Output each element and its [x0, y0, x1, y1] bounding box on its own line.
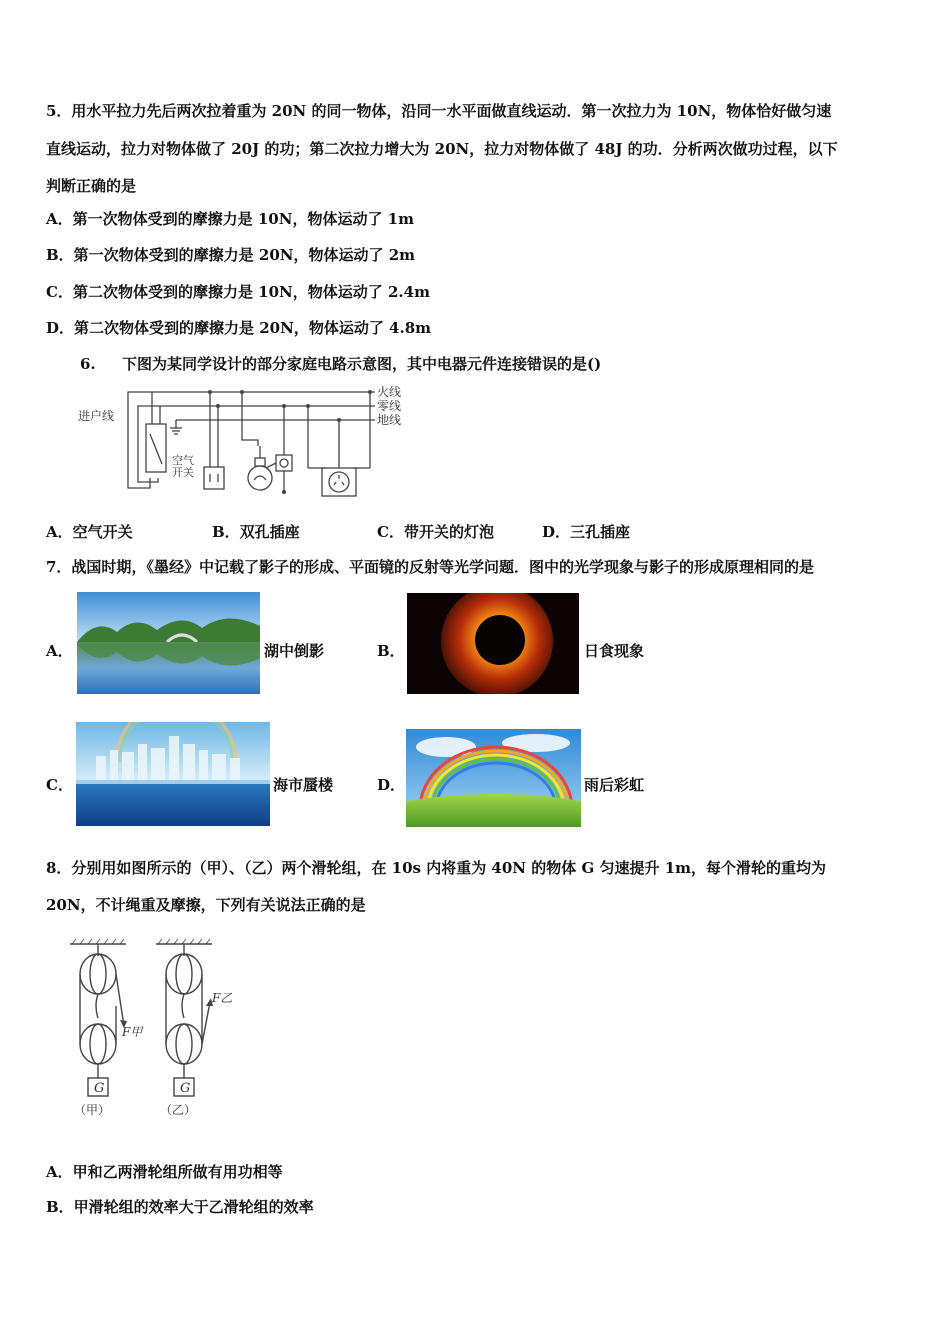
q6-number: 6.	[80, 355, 96, 373]
q5-stem-line-2: 直线运动，拉力对物体做了 20J 的功；第二次拉力增大为 20N，拉力对物体做了 48J 的功．分析两次做功过程，以下	[46, 140, 838, 158]
load-g-yi: G	[180, 1081, 191, 1096]
q6-option-a[interactable]: A．空气开关	[46, 523, 133, 541]
entry-line-label: 进户线	[78, 409, 115, 423]
solar-eclipse-image[interactable]	[407, 593, 579, 694]
q8-stem-line-2: 20N，不计绳重及摩擦，下列有关说法正确的是	[46, 896, 366, 914]
q7-option-d-caption: 雨后彩虹	[584, 776, 645, 794]
q5-option-a[interactable]: A．第一次物体受到的摩擦力是 10N，物体运动了 1m	[46, 210, 414, 228]
rainbow-image[interactable]	[406, 729, 581, 827]
mirage-image[interactable]	[76, 722, 270, 826]
q8-stem-line-1: 8．分别用如图所示的（甲）、（乙）两个滑轮组，在 10s 内将重为 40N 的物体 G 匀速提升 1m，每个滑轮的重均为	[46, 859, 827, 877]
air-switch-label-1: 空气	[172, 454, 194, 467]
household-circuit-diagram	[70, 382, 420, 504]
force-f-yi-label: F乙	[212, 991, 233, 1005]
q5-option-b[interactable]: B．第一次物体受到的摩擦力是 20N，物体运动了 2m	[46, 246, 416, 264]
ground-wire-label: 地线	[377, 413, 402, 427]
q6-option-d[interactable]: D．三孔插座	[542, 523, 631, 541]
q5-stem-line-1: 5．用水平拉力先后两次拉着重为 20N 的同一物体，沿同一水平面做直线运动．第一次拉力为 10N，物体恰好做匀速	[46, 102, 832, 120]
q6-stem: 下图为某同学设计的部分家庭电路示意图，其中电器元件连接错误的是()	[122, 355, 602, 373]
force-f-jia-label: F甲	[122, 1025, 143, 1039]
q7-option-b-caption: 日食现象	[584, 642, 645, 660]
q7-option-b-letter[interactable]: B．	[377, 642, 405, 660]
live-wire-label: 火线	[377, 385, 402, 399]
q6-option-c[interactable]: C．带开关的灯泡	[377, 523, 494, 541]
q7-option-c-caption: 海市蜃楼	[273, 776, 334, 794]
q7-option-d-letter[interactable]: D．	[377, 776, 406, 794]
pulley-jia-label: （甲）	[74, 1103, 111, 1117]
neutral-wire-label: 零线	[377, 399, 402, 413]
q8-option-b[interactable]: B．甲滑轮组的效率大于乙滑轮组的效率	[46, 1198, 314, 1216]
pulley-yi-label: （乙）	[160, 1103, 197, 1117]
lake-reflection-image[interactable]	[77, 592, 260, 694]
q7-option-a-caption: 湖中倒影	[264, 642, 325, 660]
q5-option-d[interactable]: D．第二次物体受到的摩擦力是 20N，物体运动了 4.8m	[46, 319, 432, 337]
load-g-jia: G	[94, 1081, 105, 1096]
q7-option-c-letter[interactable]: C．	[46, 776, 73, 794]
q5-option-c[interactable]: C．第二次物体受到的摩擦力是 10N，物体运动了 2.4m	[46, 283, 430, 301]
q5-stem-line-3: 判断正确的是	[46, 177, 137, 195]
air-switch-label-2: 开关	[172, 466, 194, 479]
q8-option-a[interactable]: A．甲和乙两滑轮组所做有用功相等	[46, 1163, 283, 1181]
q6-option-b[interactable]: B．双孔插座	[212, 523, 300, 541]
q7-stem: 7．战国时期，《墨经》中记载了影子的形成、平面镜的反射等光学问题．图中的光学现象与影子的形成原理相同的是	[46, 558, 814, 576]
pulley-systems-diagram	[60, 936, 260, 1120]
q7-option-a-letter[interactable]: A．	[46, 642, 73, 660]
